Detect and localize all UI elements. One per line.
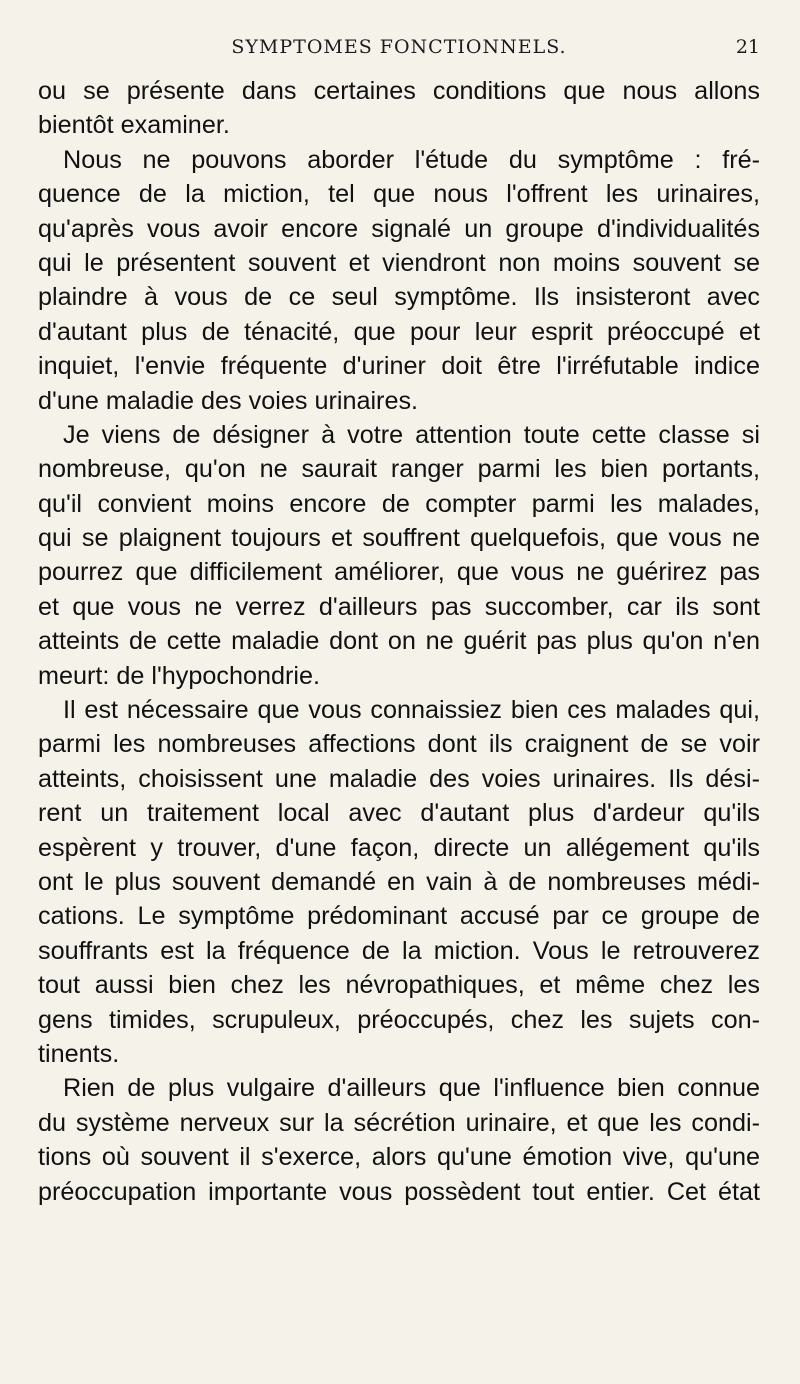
- text-line: nombreuse, qu'on ne saurait ranger parmi les bien portants,: [38, 455, 760, 484]
- text-line: qu'après vous avoir encore signalé un groupe d'individualités: [38, 214, 760, 243]
- text-line: ou se présente dans certaines conditions que nous allons: [38, 77, 760, 105]
- text-line: pourrez que difficilement améliorer, que vous ne guérirez pas: [38, 558, 760, 587]
- text-line: bientôt examiner.: [38, 111, 230, 140]
- text-line: quence de la miction, tel que nous l'offrent les urinaires,: [38, 180, 760, 209]
- text-line: parmi les nombreuses affections dont ils craignent de se voir: [38, 730, 760, 759]
- text-line: qu'il convient moins encore de compter parmi les malades,: [38, 489, 760, 518]
- running-head: [38, 36, 760, 64]
- page-number: 21: [735, 36, 760, 58]
- text-line: et que vous ne verrez d'ailleurs pas succomber, car ils sont: [38, 592, 760, 621]
- text-line: qui se plaignent toujours et souffrent quelquefois, que vous ne: [38, 524, 760, 553]
- text-line: gens timides, scrupuleux, préoccupés, chez les sujets con-: [38, 1005, 760, 1034]
- text-line: plaindre à vous de ce seul symptôme. Ils insisteront avec: [38, 283, 760, 312]
- text-line: Je viens de désigner à votre attention toute cette classe si: [63, 420, 760, 449]
- text-line: rent un traitement local avec d'autant plus d'ardeur qu'ils: [38, 799, 760, 828]
- text-line: atteints, choisissent une maladie des voies urinaires. Ils dési-: [38, 764, 760, 793]
- text-line: tinents.: [38, 1039, 120, 1068]
- text-line: Rien de plus vulgaire d'ailleurs que l'influence bien connue: [63, 1074, 760, 1103]
- text-line: atteints de cette maladie dont on ne guérit pas plus qu'on n'en: [38, 627, 760, 656]
- text-line: du système nerveux sur la sécrétion urinaire, et que les condi-: [38, 1108, 760, 1137]
- text-line: préoccupation importante vous possèdent tout entier. Cet état: [38, 1177, 760, 1206]
- text-line: qui le présentent souvent et viendront non moins souvent se: [38, 248, 760, 277]
- text-line: Nous ne pouvons aborder l'étude du symptôme : fré-: [63, 145, 760, 174]
- text-line: d'une maladie des voies urinaires.: [38, 386, 419, 415]
- text-line: tout aussi bien chez les névropathiques, et même chez les: [38, 971, 760, 1000]
- text-line: Il est nécessaire que vous connaissiez bien ces malades qui,: [63, 696, 760, 725]
- running-title: SYMPTOMES FONCTIONNELS.: [231, 36, 567, 58]
- text-line: d'autant plus de ténacité, que pour leur esprit préoccupé et: [38, 317, 760, 346]
- text-line: souffrants est la fréquence de la miction. Vous le retrouverez: [38, 936, 760, 965]
- text-line: ont le plus souvent demandé en vain à de nombreuses médi-: [38, 867, 760, 896]
- text-line: cations. Le symptôme prédominant accusé par ce groupe de: [38, 902, 760, 931]
- text-line: espèrent y trouver, d'une façon, directe un allégement qu'ils: [38, 833, 760, 862]
- body-text: [38, 74, 760, 1209]
- text-line: inquiet, l'envie fréquente d'uriner doit être l'irréfutable indice: [38, 352, 760, 381]
- text-line: meurt: de l'hypochondrie.: [38, 661, 321, 690]
- text-line: tions où souvent il s'exerce, alors qu'une émotion vive, qu'une: [38, 1143, 760, 1172]
